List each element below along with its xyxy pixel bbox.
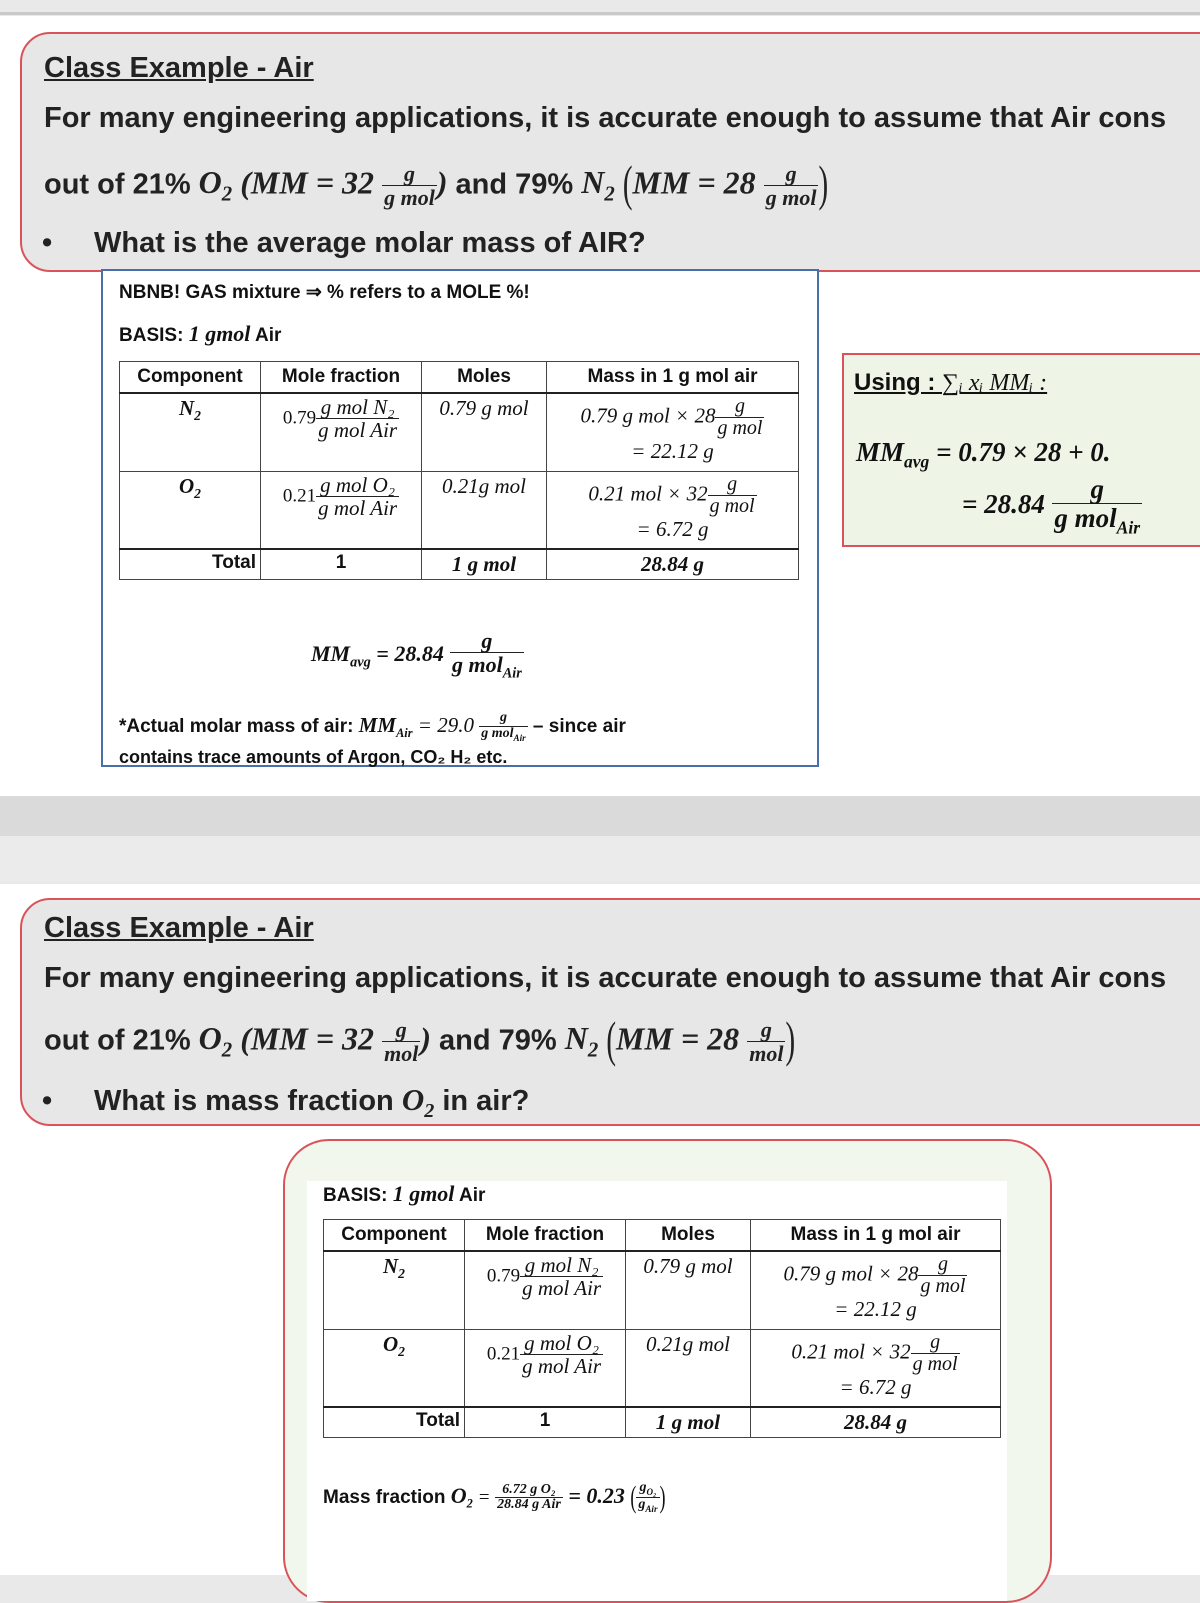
gas-mixture-note: NBNB! GAS mixture ⇒ % refers to a MOLE %!: [119, 282, 530, 303]
col-component: Component: [324, 1220, 465, 1252]
col-mole-fraction: Mole fraction: [465, 1220, 626, 1252]
col-mass: Mass in 1 g mol air: [751, 1220, 1001, 1252]
slide-title: Class Example - Air: [44, 912, 314, 944]
table-row: [120, 471, 799, 549]
component-cell: $O_2$: [120, 471, 261, 549]
bullet-icon: •: [42, 1085, 53, 1117]
col-component: Component: [120, 362, 261, 394]
problem-statement-box: [20, 32, 1200, 272]
o2-molar-mass-unit: $\frac{g}{\text{mol}}$: [384, 1017, 419, 1067]
moles-cell: 0.79 g mol: [422, 393, 547, 471]
component-cell: $N_2$: [120, 393, 261, 471]
slide-gap: [0, 796, 1200, 836]
total-label: Total: [120, 549, 261, 580]
question-bullet: [42, 227, 646, 260]
component-cell: $N_2$: [324, 1251, 465, 1329]
composition-line: out of 21% $O_2$ (MM = 32 $\frac{g}{\text{g mol}}$ ) and 79% $N_2$ (MM = 28 $\frac{g}{\text{g mol}}$ ): [44, 157, 829, 212]
total-label: Total: [324, 1407, 465, 1438]
mm-avg-result-side: = 28.84 $\frac{g}{g mol_{Air}}$: [962, 474, 1141, 538]
total-mass: 28.84 g: [547, 549, 799, 580]
mass-table: [119, 361, 799, 580]
total-mass: 28.84 g: [751, 1407, 1001, 1438]
slide-title: Class Example - Air: [44, 52, 314, 84]
table-row: [324, 1251, 1001, 1329]
intro-line: For many engineering applications, it is accurate enough to assume that Air cons: [44, 962, 1167, 994]
mm-avg-calculation: $MM_{avg} = 0.79 \times 28 + 0$.: [856, 437, 1111, 472]
problem-statement-box: [20, 898, 1200, 1126]
basis-line: BASIS: 1 gmol Air: [323, 1181, 486, 1206]
table-row: [324, 1329, 1001, 1407]
col-moles: Moles: [422, 362, 547, 394]
mass-cell: 0.79 g mol × 28 $\frac{g}{\text{g mol}}$ = 22.12 g: [751, 1251, 1001, 1329]
using-formula: Using : ∑ᵢ xᵢ MMᵢ :: [854, 369, 1048, 396]
bullet-icon: •: [42, 227, 53, 259]
total-row: [120, 549, 799, 580]
mass-cell: 0.21 mol × 32 $\frac{g}{\text{g mol}}$ = 6.72 g: [547, 471, 799, 549]
actual-molar-mass-line: *Actual molar mass of air: $MM_{Air} = 29.0$ $\frac{g}{g mol_{Air}}$ – since air: [119, 710, 626, 743]
o2-molar-mass-unit: $\frac{g}{\text{g mol}}$: [384, 161, 435, 211]
basis-line: BASIS: 1 gmol Air: [119, 321, 282, 346]
moles-cell: 0.79 g mol: [626, 1251, 751, 1329]
total-fraction: 1: [261, 549, 422, 580]
question-bullet: • What is mass fraction $O_2$ in air?: [42, 1082, 530, 1123]
mass-fraction-result: Mass fraction $O_2$ = $\frac{\text{6.72 g O₂}}{\text{28.84 g Air}}$ = 0.23 ( $\frac{g_{O_2}}{g_{Air}}$ ): [323, 1479, 666, 1515]
slide-gap-lower: [0, 836, 1200, 882]
top-divider: [0, 12, 1200, 15]
col-mole-fraction: Mole fraction: [261, 362, 422, 394]
slide-2: [0, 884, 1200, 1575]
mass-cell: 0.21 mol × 32 $\frac{g}{\text{g mol}}$ = 6.72 g: [751, 1329, 1001, 1407]
mass-cell: 0.79 g mol × 28 $\frac{g}{\text{g mol}}$ = 22.12 g: [547, 393, 799, 471]
question-text: What is mass fraction: [94, 1085, 402, 1117]
formula-box: [842, 353, 1200, 547]
total-row: [324, 1407, 1001, 1438]
component-cell: $O_2$: [324, 1329, 465, 1407]
moles-cell: 0.21g mol: [422, 471, 547, 549]
fraction-cell: 0.79 $\frac{\text{g mol N₂}}{\text{g mol Air}}$: [261, 393, 422, 471]
total-fraction: 1: [465, 1407, 626, 1438]
moles-cell: 0.21g mol: [626, 1329, 751, 1407]
solution-panel: [101, 269, 819, 767]
composition-line: out of 21% $O_2$ (MM = 32 $\frac{g}{\text{mol}}$ ) and 79% $N_2$ (MM = 28 $\frac{g}{\text{mol}}$ ): [44, 1013, 796, 1068]
fraction-cell: 0.21 $\frac{\text{g mol O₂}}{\text{g mol Air}}$: [465, 1329, 626, 1407]
n2-molar-mass-unit: $\frac{g}{\text{mol}}$: [749, 1017, 784, 1067]
fraction-cell: 0.79 $\frac{\text{g mol N₂}}{\text{g mol Air}}$: [465, 1251, 626, 1329]
col-mass: Mass in 1 g mol air: [547, 362, 799, 394]
table-row: [120, 393, 799, 471]
total-moles: 1 g mol: [626, 1407, 751, 1438]
slide-1: [0, 16, 1200, 796]
fraction-cell: 0.21 $\frac{\text{g mol O₂}}{\text{g mol Air}}$: [261, 471, 422, 549]
solution-panel: [283, 1139, 1052, 1603]
n2-molar-mass-unit: $\frac{g}{\text{g mol}}$: [765, 161, 817, 211]
question-text: What is the average molar mass of AIR?: [94, 227, 646, 259]
col-moles: Moles: [626, 1220, 751, 1252]
trace-amounts-line: contains trace amounts of Argon, CO₂ H₂ etc.: [119, 747, 508, 767]
mm-avg-result: $MM_{avg} = 28.84$ $\frac{g}{g mol_{Air}}$: [311, 628, 522, 682]
intro-line: For many engineering applications, it is accurate enough to assume that Air cons: [44, 102, 1167, 134]
mass-table: [323, 1219, 1001, 1438]
total-moles: 1 g mol: [422, 549, 547, 580]
